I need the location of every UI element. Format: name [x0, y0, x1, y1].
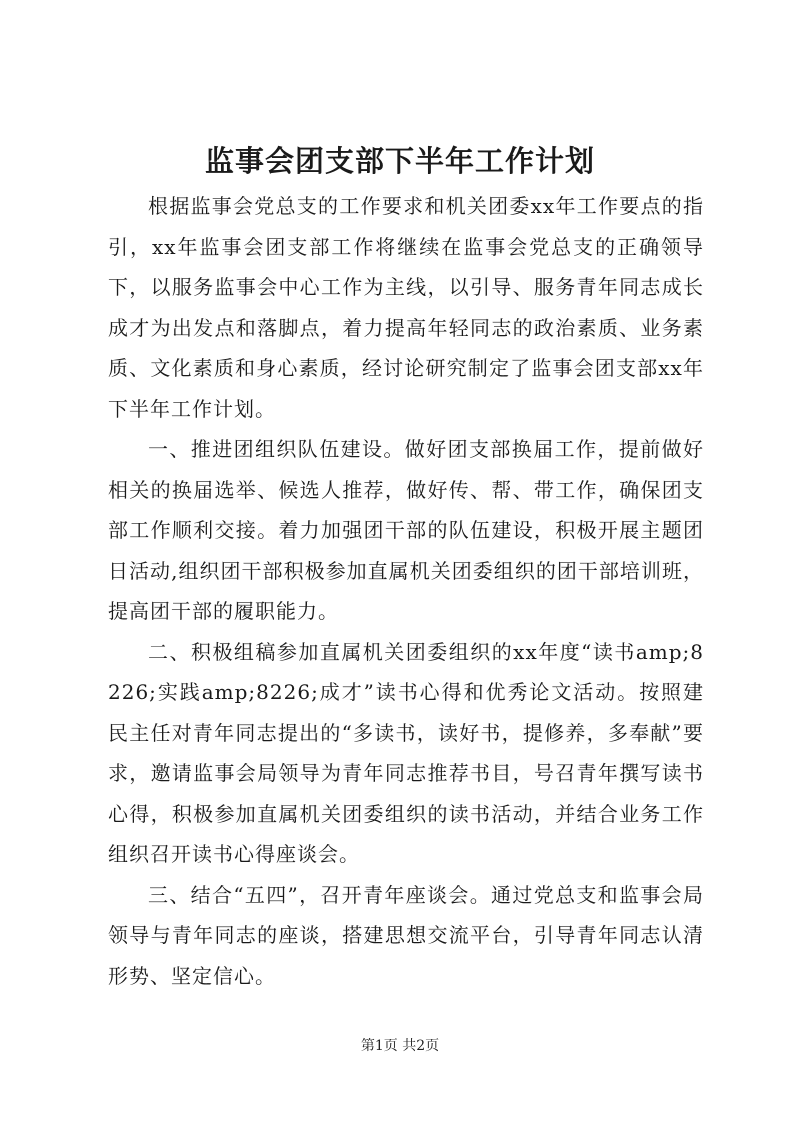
paragraph-item-1: 一、推进团组织队伍建设。做好团支部换届工作，提前做好相关的换届选举、候选人推荐，做好传、帮、带工作，确保团支部工作顺利交接。着力加强团干部的队伍建设，积极开展主题团日活动,组织团干部积极参加直属机关团委组织的团干部培训班，提高团干部的履职能力。	[108, 437, 704, 623]
paragraph-intro: 根据监事会党总支的工作要求和机关团委xx年工作要点的指引，xx年监事会团支部工作将继续在监事会党总支的正确领导下，以服务监事会中心工作为主线，以引导、服务青年同志成长成才为出发点和落脚点，着力提高年轻同志的政治素质、业务素质、文化素质和身心素质，经讨论研究制定了监事会团支部xx年下半年工作计划。	[108, 194, 704, 421]
document-title: 监事会团支部下半年工作计划	[204, 144, 595, 178]
page-footer: 第1页 共2页	[360, 1038, 440, 1054]
paragraph-item-3: 三、结合“五四”，召开青年座谈会。通过党总支和监事会局领导与青年同志的座谈，搭建思想交流平台，引导青年同志认清形势、坚定信心。	[108, 882, 704, 988]
paragraph-item-2: 二、积极组稿参加直属机关团委组织的xx年度“读书amp;8226;实践amp;8226;成才”读书心得和优秀论文活动。按照建民主任对青年同志提出的“多读书，读好书，提修养，多奉献”要求，邀请监事会局领导为青年同志推荐书目，号召青年撰写读书心得，积极参加直属机关团委组织的读书活动，并结合业务工作组织召开读书心得座谈会。	[108, 639, 704, 866]
document-body	[108, 186, 704, 996]
